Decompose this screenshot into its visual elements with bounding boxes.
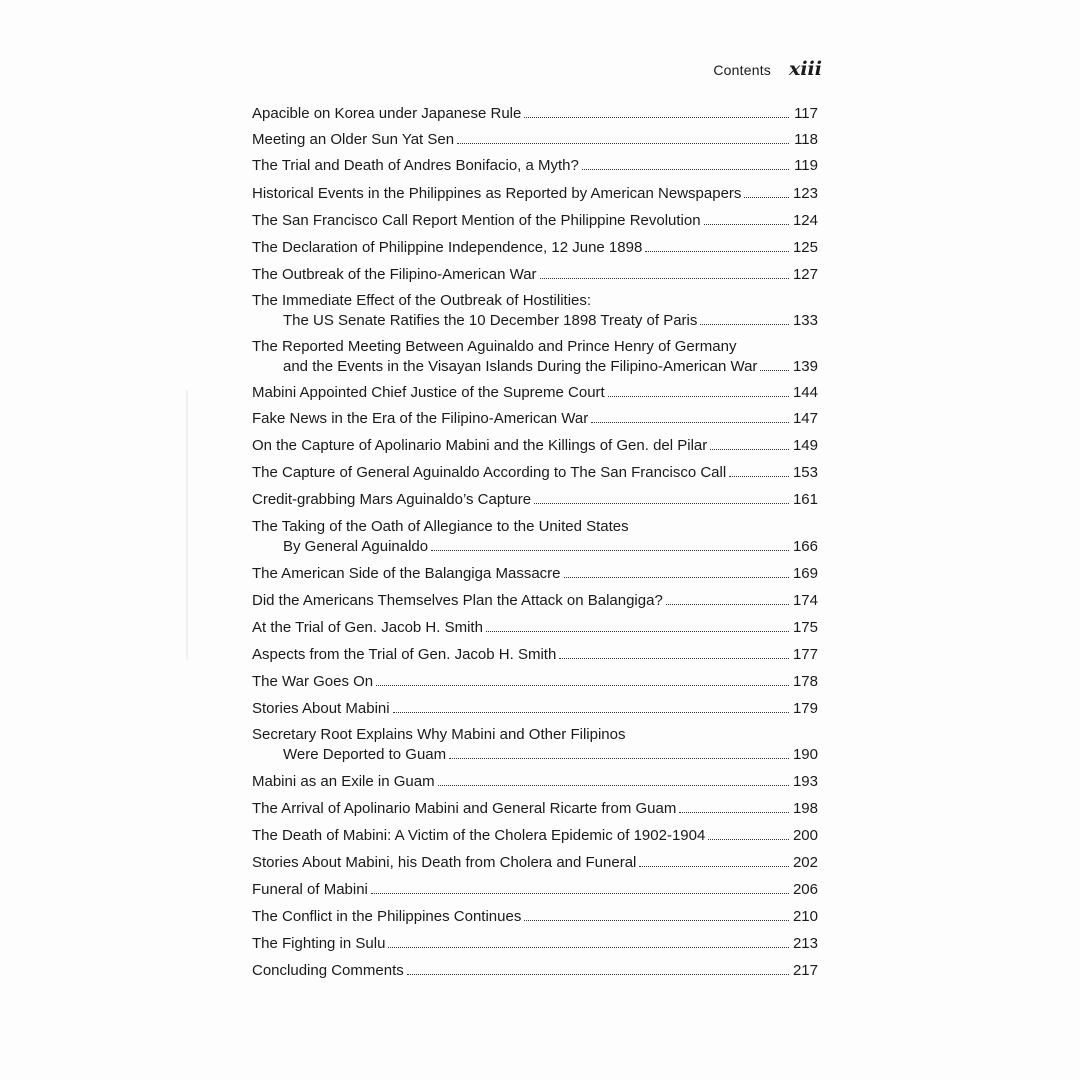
toc-entry-title: Stories About Mabini: [252, 700, 390, 717]
toc-entry: [252, 383, 818, 403]
dot-leader: [438, 784, 789, 786]
toc-entry-title: The Declaration of Philippine Independence, 12 June 1898: [252, 239, 643, 256]
toc-entry-title: At the Trial of Gen. Jacob H. Smith: [252, 619, 483, 636]
table-of-contents: [252, 104, 818, 988]
toc-entry-title: The Conflict in the Philippines Continues: [252, 908, 522, 925]
toc-entry: [252, 880, 818, 900]
toc-entry: [252, 265, 818, 285]
toc-page-number: 119: [794, 157, 818, 174]
toc-entry: [252, 156, 818, 176]
toc-entry-title: Apacible on Korea under Japanese Rule: [252, 105, 522, 122]
toc-entry: [252, 772, 818, 792]
dot-leader: [700, 323, 789, 325]
toc-page-number: 166: [792, 538, 818, 555]
toc-entry: [252, 799, 818, 819]
toc-entry-title: On the Capture of Apolinario Mabini and the Killings of Gen. del Pilar: [252, 437, 708, 454]
toc-entry: [252, 463, 818, 483]
toc-entry-title: Stories About Mabini, his Death from Cholera and Funeral: [252, 854, 637, 871]
toc-entry: [252, 672, 818, 692]
toc-entry: [252, 291, 818, 331]
toc-page-number: 200: [792, 827, 818, 844]
dot-leader: [744, 196, 789, 198]
toc-entry-title: Meeting an Older Sun Yat Sen: [252, 131, 455, 148]
toc-entry-title: The American Side of the Balangiga Massacre: [252, 565, 561, 582]
dot-leader: [393, 711, 789, 713]
toc-entry: [252, 907, 818, 927]
toc-page-number: 198: [792, 800, 818, 817]
dot-leader: [524, 116, 789, 118]
toc-entry-title-continued: The US Senate Ratifies the 10 December 1898 Treaty of Paris: [283, 312, 698, 329]
toc-page-number: 153: [792, 464, 818, 481]
toc-entry: [252, 961, 818, 981]
toc-page-number: 178: [792, 673, 818, 690]
dot-leader: [564, 576, 789, 578]
toc-entry-title: Funeral of Mabini: [252, 881, 368, 898]
dot-leader: [371, 892, 789, 894]
toc-entry: [252, 211, 818, 231]
dot-leader: [524, 919, 789, 921]
dot-leader: [582, 168, 789, 170]
toc-entry: [252, 826, 818, 846]
toc-entry-title: The Reported Meeting Between Aguinaldo and Prince Henry of Germany: [252, 338, 737, 355]
toc-entry: [252, 618, 818, 638]
dot-leader: [708, 838, 789, 840]
toc-page-number: 133: [792, 312, 818, 329]
page-folio: xiii: [789, 58, 822, 80]
toc-entry: [252, 853, 818, 873]
dot-leader: [666, 603, 789, 605]
toc-entry-title: The Arrival of Apolinario Mabini and General Ricarte from Guam: [252, 800, 677, 817]
toc-entry: [252, 645, 818, 665]
toc-page-number: 175: [792, 619, 818, 636]
dot-leader: [407, 973, 789, 975]
toc-page-number: 123: [792, 185, 818, 202]
dot-leader: [679, 811, 789, 813]
toc-entry-title: Credit-grabbing Mars Aguinaldo’s Capture: [252, 491, 532, 508]
toc-entry-title: Concluding Comments: [252, 962, 404, 979]
dot-leader: [591, 421, 789, 423]
toc-page-number: 124: [792, 212, 818, 229]
dot-leader: [376, 684, 789, 686]
toc-entry-title-continued: Were Deported to Guam: [283, 746, 447, 763]
dot-leader: [534, 502, 789, 504]
dot-leader: [704, 223, 789, 225]
dot-leader: [760, 369, 789, 371]
toc-page-number: 139: [792, 358, 818, 375]
dot-leader: [639, 865, 789, 867]
toc-page-number: 118: [794, 131, 818, 148]
toc-page-number: 202: [792, 854, 818, 871]
toc-entry-title: The Death of Mabini: A Victim of the Cholera Epidemic of 1902-1904: [252, 827, 706, 844]
dot-leader: [729, 475, 789, 477]
toc-entry: [252, 490, 818, 510]
dot-leader: [449, 757, 789, 759]
dot-leader: [457, 142, 789, 144]
toc-page-number: 174: [792, 592, 818, 609]
toc-entry: [252, 591, 818, 611]
dot-leader: [388, 946, 789, 948]
toc-page-number: 117: [794, 105, 818, 122]
toc-page-number: 147: [792, 410, 818, 427]
toc-entry: [252, 436, 818, 456]
toc-entry-title-continued: By General Aguinaldo: [283, 538, 429, 555]
toc-entry: [252, 184, 818, 204]
scan-gutter-shadow: [186, 390, 188, 660]
toc-entry-title: The Trial and Death of Andres Bonifacio, a Myth?: [252, 157, 579, 174]
toc-page-number: 169: [792, 565, 818, 582]
toc-entry-title: Fake News in the Era of the Filipino-American War: [252, 410, 589, 427]
toc-entry-title: The Taking of the Oath of Allegiance to the United States: [252, 518, 629, 535]
dot-leader: [645, 250, 789, 252]
toc-page-number: 125: [792, 239, 818, 256]
toc-page-number: 193: [792, 773, 818, 790]
dot-leader: [540, 277, 789, 279]
toc-page-number: 177: [792, 646, 818, 663]
toc-entry: [252, 130, 818, 150]
toc-entry-title: Mabini as an Exile in Guam: [252, 773, 435, 790]
toc-entry-title: The San Francisco Call Report Mention of the Philippine Revolution: [252, 212, 701, 229]
dot-leader: [710, 448, 789, 450]
toc-entry: [252, 238, 818, 258]
toc-entry-title: Did the Americans Themselves Plan the Attack on Balangiga?: [252, 592, 663, 609]
toc-entry-title: The War Goes On: [252, 673, 374, 690]
toc-page-number: 149: [792, 437, 818, 454]
toc-entry: [252, 564, 818, 584]
toc-entry-title: The Capture of General Aguinaldo According to The San Francisco Call: [252, 464, 727, 481]
dot-leader: [559, 657, 789, 659]
toc-entry-title: The Immediate Effect of the Outbreak of Hostilities:: [252, 292, 592, 309]
toc-entry-title: Aspects from the Trial of Gen. Jacob H. Smith: [252, 646, 557, 663]
toc-page-number: 190: [792, 746, 818, 763]
dot-leader: [608, 395, 789, 397]
toc-entry: [252, 517, 818, 557]
toc-page-number: 213: [792, 935, 818, 952]
toc-entry-title-continued: and the Events in the Visayan Islands During the Filipino-American War: [283, 358, 758, 375]
dot-leader: [486, 630, 789, 632]
toc-page-number: 127: [792, 266, 818, 283]
toc-page-number: 217: [792, 962, 818, 979]
toc-entry: [252, 725, 818, 765]
running-head: [713, 58, 822, 80]
toc-entry: [252, 104, 818, 124]
toc-entry: [252, 934, 818, 954]
toc-entry-title: Historical Events in the Philippines as Reported by American Newspapers: [252, 185, 742, 202]
toc-entry-title: The Fighting in Sulu: [252, 935, 386, 952]
toc-entry-title: Mabini Appointed Chief Justice of the Supreme Court: [252, 384, 605, 401]
toc-entry: [252, 409, 818, 429]
toc-entry-title: Secretary Root Explains Why Mabini and Other Filipinos: [252, 726, 626, 743]
toc-page-number: 144: [792, 384, 818, 401]
toc-page-number: 206: [792, 881, 818, 898]
toc-page-number: 161: [792, 491, 818, 508]
toc-entry: [252, 699, 818, 719]
toc-entry-title: The Outbreak of the Filipino-American War: [252, 266, 537, 283]
section-label: Contents: [713, 62, 772, 78]
toc-entry: [252, 337, 818, 377]
dot-leader: [431, 549, 789, 551]
toc-page-number: 179: [792, 700, 818, 717]
toc-page-number: 210: [792, 908, 818, 925]
